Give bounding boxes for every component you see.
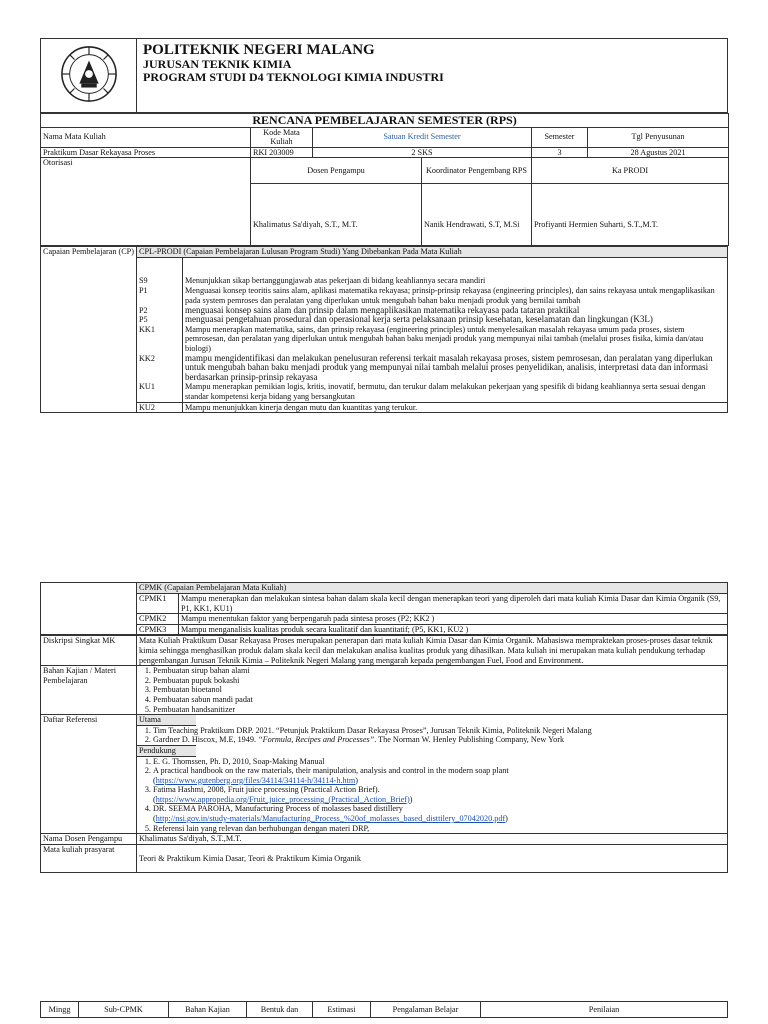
rps-table: [40, 113, 729, 247]
val-sks: 2 SKS: [313, 147, 532, 158]
schedule-table: [40, 1001, 728, 1018]
cp-row: [41, 382, 728, 402]
cp-code: P5: [137, 315, 183, 325]
cp-text: mampu mengidentifikasi dan melakukan penelusuran referensi terkait masalah rekayasa proses, sistem pemrosesan, dan peralatan yang diperlukan untuk mengubah bahan baku menjadi produk yang mempunyai nilai tambah melalui proses penyelidikan, analisis, interpretasi data dan informasi berdasarkan prinsip-prinsip rekayasa: [183, 354, 728, 383]
cp-code: P2: [137, 306, 183, 316]
referensi-utama-header: Utama: [137, 715, 196, 726]
cp-label: Capaian Pembelajaran (CP): [41, 247, 137, 413]
dosen-pengampu-value: Khalimatus Sa'diyah, S.T.,M.T.: [137, 834, 728, 845]
cp-code: S9: [137, 257, 183, 286]
dosen-name: Khalimatus Sa'diyah, S.T., M.T.: [251, 184, 422, 246]
polinema-logo-icon: [60, 45, 118, 103]
dosen-pengampu-label: Nama Dosen Pengampu: [41, 834, 137, 845]
cpmk-text: Mampu menganalisis kualitas produk secara kualitatif dan kuantitatif; (P5, KK1, KU2 ): [179, 624, 728, 635]
list-item: 2. Gardner D. Hiscox, M.E, 1949. “Formula, Recipes and Processes”. The Norman W. Henley Publishing Company, New York: [153, 735, 727, 745]
val-kode: RKI 203009: [251, 147, 313, 158]
rps-page-middle: [40, 582, 728, 873]
prasyarat-value: Teori & Praktikum Kimia Dasar, Teori & Praktikum Kimia Organik: [137, 844, 728, 872]
list-item: 1. Tim Teaching Praktikum DRP. 2021. “Petunjuk Praktikum Dasar Rekayasa Proses”, Jurusan Teknik Kimia, Politeknik Negeri Malang: [153, 726, 727, 736]
referensi-row: [41, 715, 728, 834]
val-semester: 3: [532, 147, 588, 158]
col-nama: Nama Mata Kuliah: [41, 127, 251, 147]
rps-title: RENCANA PEMBELAJARAN SEMESTER (RPS): [41, 113, 729, 127]
cpmk-row: [41, 614, 728, 625]
cpmk-header: CPMK (Capaian Pembelajaran Mata Kuliah): [137, 583, 728, 594]
dosen-header: Dosen Pengampu: [251, 158, 422, 184]
cp-text: menguasai konsep sains alam dan prinsip dalam mengaplikasikan matematika rekayasa pada tataran praktikal: [183, 306, 728, 316]
cp-text: Mampu menerapkan pemikian logis, kritis, inovatif, bermutu, dan terukur dalam melakukan pekerjaan yang spesifik di bidang keahliannya serta sesuai dengan standar kompetensi kerja bidang yang bersangkutan: [183, 382, 728, 402]
deskripsi-row: [41, 636, 728, 666]
cpmk-table: [40, 582, 728, 635]
cp-table: [40, 246, 728, 413]
cp-row: [41, 257, 728, 286]
cp-text: Menunjukkan sikap bertanggungjawab atas pekerjaan di bidang keahliannya secara mandiri: [183, 257, 728, 286]
cpmk-row: [41, 594, 728, 614]
institution-name: POLITEKNIK NEGERI MALANG: [143, 42, 375, 58]
col-semester: Semester: [532, 127, 588, 147]
cp-text: Mampu menerapkan matematika, sains, dan prinsip rekayasa (engineering principles) untuk menyelesaikan masalah rekayasa umum pada proses, sistem pemrosesan, dan peralatan yang diperlukan untuk mengubah bahan baku menjadi produk yang mempunyai nilai tambah (melalui proses fisika, kimia dan/atau biologi): [183, 325, 728, 354]
deskripsi-text: Mata Kuliah Praktikum Dasar Rekayasa Proses merupakan penerapan dari mata kuliah Kimia Dasar dan Kimia Organik. Mahasiswa mempraktekan proses-proses dasar teknik kimia sehingga menghasilkan produk dalam skala kecil dan melakukan analisa kualitas produk yang dihasilkan. Mata kuliah ini merupakan mata kuliah pendukung terhadap pengembangan Jurusan Teknik Kimia – Politeknik Negeri Malang yang mengarah kepada pengembangan Fuel, Food and Environment.: [137, 636, 728, 666]
reference-link[interactable]: http://nsi.gov.in/study-materials/Manufacturing_Process_%20of_molasses_based_disttilery_07042020.pdf: [155, 814, 506, 824]
list-item: 2. A practical handbook on the raw materials, their manipulation, analysis and control in the modern soap plant (https://www.gutenberg.org/files/34114/34114-h/34114-h.htm): [153, 766, 727, 785]
cpmk-text: Mampu menerapkan dan melakukan sintesa bahan dalam skala kecil dengan menerapkan teori yang diperoleh dari mata kuliah Kimia Dasar dan Kimia Organik (S9, P1, KK1, KU1): [179, 594, 728, 614]
referensi-pendukung-header: Pendukung: [137, 745, 196, 757]
referensi-cell: [137, 715, 728, 834]
cp-code: KK1: [137, 325, 183, 354]
schedule-header: Estimasi: [313, 1002, 371, 1018]
reference-link[interactable]: https://www.appropedia.org/Fruit_juice_processing_(Practical_Action_Brief): [155, 794, 410, 804]
header-table: [40, 38, 728, 113]
otorisasi-label: Otorisasi: [41, 158, 251, 246]
list-item: 3. Pembuatan bioetanol: [153, 685, 725, 695]
cp-code: P1: [137, 286, 183, 305]
list-item: 1. Pembuatan sirup bahan alami: [153, 666, 725, 676]
list-item: 2. Pembuatan pupuk bokashi: [153, 676, 725, 686]
cp-text: Mampu menunjukkan kinerja dengan mutu dan kuantitas yang terukur.: [183, 402, 728, 413]
cpmk-row: [41, 624, 728, 635]
schedule-header: Sub-CPMK: [79, 1002, 169, 1018]
col-kode: Kode Mata Kuliah: [251, 127, 313, 147]
department-name: JURUSAN TEKNIK KIMIA: [143, 57, 292, 71]
cp-row: [41, 354, 728, 383]
deskripsi-label: Diskripsi Singkat MK: [41, 636, 137, 666]
schedule-header: Penilaian: [481, 1002, 728, 1018]
prasyarat-label: Mata kuliah prasyarat: [41, 844, 137, 872]
schedule-header: Mingg: [41, 1002, 79, 1018]
list-item: 1. E. G. Thomssen, Ph. D, 2010, Soap-Making Manual: [153, 757, 727, 767]
institution-cell: [137, 39, 728, 113]
bahan-row: [41, 666, 728, 715]
cp-header: CPL-PRODI (Capaian Pembelajaran Lulusan Program Studi) Yang Dibebankan Pada Mata Kuliah: [137, 247, 728, 258]
koord-name: Nanik Hendrawati, S.T, M.Si: [422, 184, 532, 246]
info-table: [40, 635, 728, 872]
bahan-label: Bahan Kajian / Materi Pembelajaran: [41, 666, 137, 715]
reference-link[interactable]: https://www.gutenberg.org/files/34114/34114-h/34114-h.htm: [155, 775, 356, 785]
col-sks: Satuan Kredit Semester: [313, 127, 532, 147]
list-item: 3. Fatima Hashmi, 2008, Fruit juice processing (Practical Action Brief). (https://www.appropedia.org/Fruit_juice_processing_(Practical_Action_Brief)): [153, 785, 727, 804]
pendukung-list: [137, 757, 727, 834]
cp-row: [41, 286, 728, 305]
cpmk-code: CPMK1: [137, 594, 179, 614]
dosen-pengampu-row: [41, 834, 728, 845]
rps-page-bottom: [40, 1001, 728, 1018]
rps-page-top: [40, 38, 728, 413]
cpmk-text: Mampu menentukan faktor yang berpengaruh pada sintesa proses (P2; KK2 ): [179, 614, 728, 625]
kaprodi-header: Ka PRODI: [532, 158, 729, 184]
cp-row: [41, 325, 728, 354]
cpmk-code: CPMK3: [137, 624, 179, 635]
cp-row: [41, 315, 728, 325]
list-item: 4. Pembuatan sabun mandi padat: [153, 695, 725, 705]
cp-row: [41, 306, 728, 316]
bahan-cell: [137, 666, 728, 715]
koord-header: Koordinator Pengembang RPS: [422, 158, 532, 184]
cpmk-label-empty: [41, 583, 137, 635]
list-item: 5. Referensi lain yang relevan dan berhubungan dengan materi DRP,: [153, 824, 727, 834]
col-tgl: Tgl Penyusunan: [588, 127, 729, 147]
bahan-list: [139, 666, 725, 714]
kaprodi-name: Profiyanti Hermien Suharti, S.T.,M.T.: [532, 184, 729, 246]
referensi-label: Daftar Referensi: [41, 715, 137, 834]
schedule-header: Bahan Kajian: [169, 1002, 247, 1018]
cp-code: KK2: [137, 354, 183, 383]
prasyarat-row: [41, 844, 728, 872]
schedule-header: Pengalaman Belajar: [371, 1002, 481, 1018]
cp-text: Menguasai konsep teoritis sains alam, aplikasi matematika rekayasa; prinsip-prinsip rekayasa (engineering principles), dan sains rekayasa untuk mengaplikasikan pada system pemroses dan peralatan yang diperlukan untuk mengubah bahan baku menjadi produk yang bernilai tambah: [183, 286, 728, 305]
cp-code: KU1: [137, 382, 183, 402]
list-item: 5. Pembuatan handsanitizer: [153, 705, 725, 715]
program-name: PROGRAM STUDI D4 TEKNOLOGI KIMIA INDUSTRI: [143, 70, 444, 84]
logo-cell: [41, 39, 137, 113]
utama-list: [137, 726, 727, 745]
list-item: 4. DR. SEEMA PAROHA, Manufacturing Process of molasses based distillery (http://nsi.gov.in/study-materials/Manufacturing_Process_%20of_molasses_based_disttilery_07042020.pdf): [153, 804, 727, 823]
cp-row: [41, 402, 728, 413]
cp-text: menguasai pengetahuan prosedural dan operasional kerja serta pelaksanaan prinsip kesehatan, keselamatan dan lingkungan (K3L): [183, 315, 728, 325]
cp-code: KU2: [137, 402, 183, 413]
val-tgl: 28 Agustus 2021: [588, 147, 729, 158]
val-nama: Praktikum Dasar Rekayasa Proses: [41, 147, 251, 158]
cpmk-code: CPMK2: [137, 614, 179, 625]
schedule-header: Bentuk dan: [247, 1002, 313, 1018]
